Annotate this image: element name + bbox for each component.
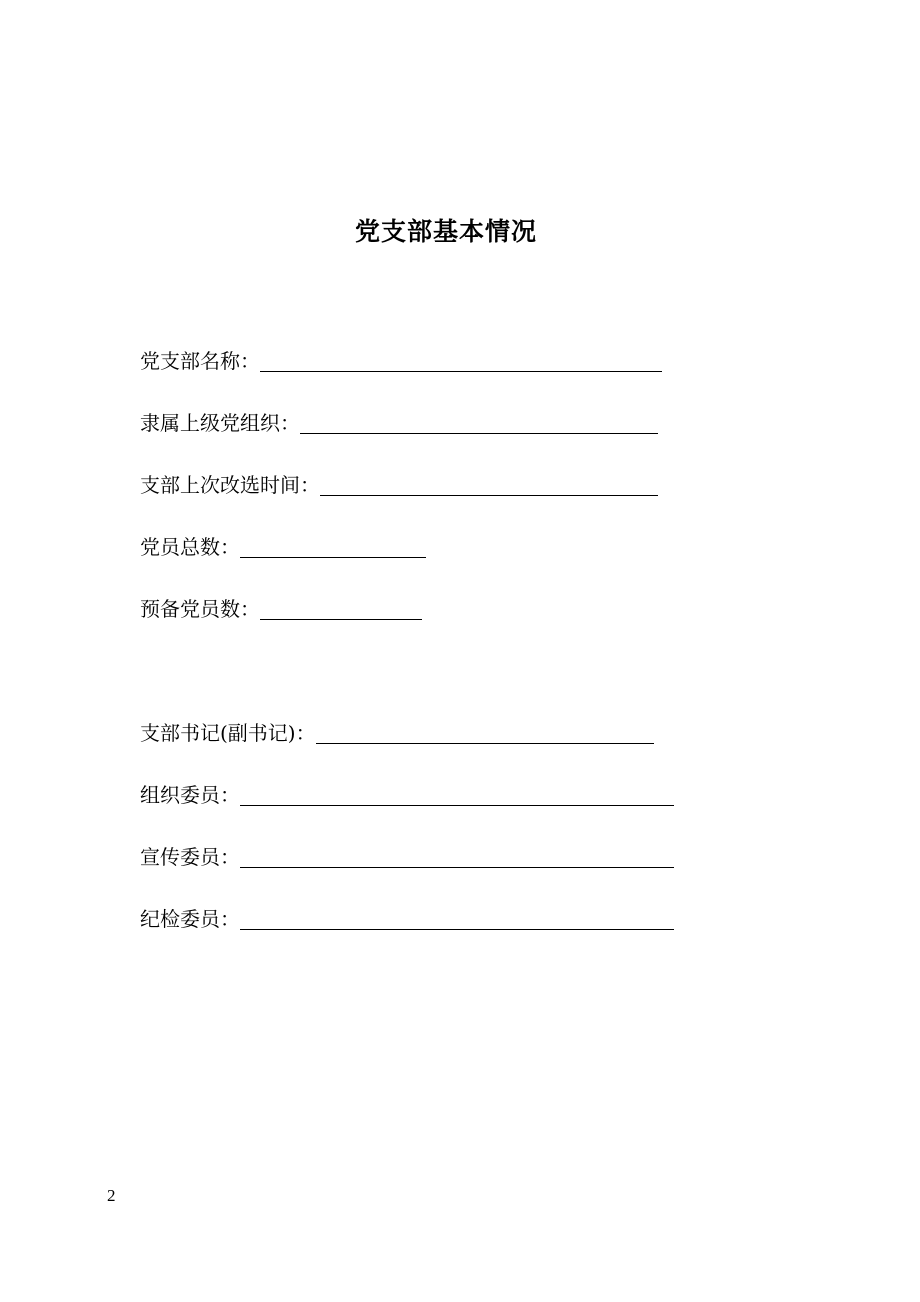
probationary-members-label: 预备党员数： [140,597,260,621]
discipline-committee-member-label: 纪检委员： [140,907,240,931]
superior-organization-field [140,404,658,436]
branch-name-blank-line[interactable] [260,349,662,372]
total-members-blank-line[interactable] [240,535,426,558]
branch-name-field [140,342,662,374]
organization-committee-member-blank-line[interactable] [240,783,674,806]
last-election-time-label: 支部上次改选时间： [140,473,320,497]
last-election-time-blank-line[interactable] [320,473,658,496]
last-election-time-field [140,466,658,498]
superior-organization-blank-line[interactable] [300,411,658,434]
total-members-label: 党员总数： [140,535,240,559]
organization-committee-member-label: 组织委员： [140,783,240,807]
page-number: 2 [107,1186,116,1205]
discipline-committee-member-blank-line[interactable] [240,907,674,930]
branch-secretary-blank-line[interactable] [316,721,654,744]
probationary-members-blank-line[interactable] [260,597,422,620]
publicity-committee-member-label: 宣传委员： [140,845,240,869]
total-members-field [140,528,426,560]
branch-secretary-label: 支部书记(副书记)： [140,721,316,745]
probationary-members-field [140,590,422,622]
publicity-committee-member-field [140,838,674,870]
branch-secretary-field [140,714,654,746]
publicity-committee-member-blank-line[interactable] [240,845,674,868]
discipline-committee-member-field [140,900,674,932]
superior-organization-label: 隶属上级党组织： [140,411,300,435]
branch-name-label: 党支部名称： [140,349,260,373]
organization-committee-member-field [140,776,674,808]
page-title: 党支部基本情况 [354,217,537,246]
